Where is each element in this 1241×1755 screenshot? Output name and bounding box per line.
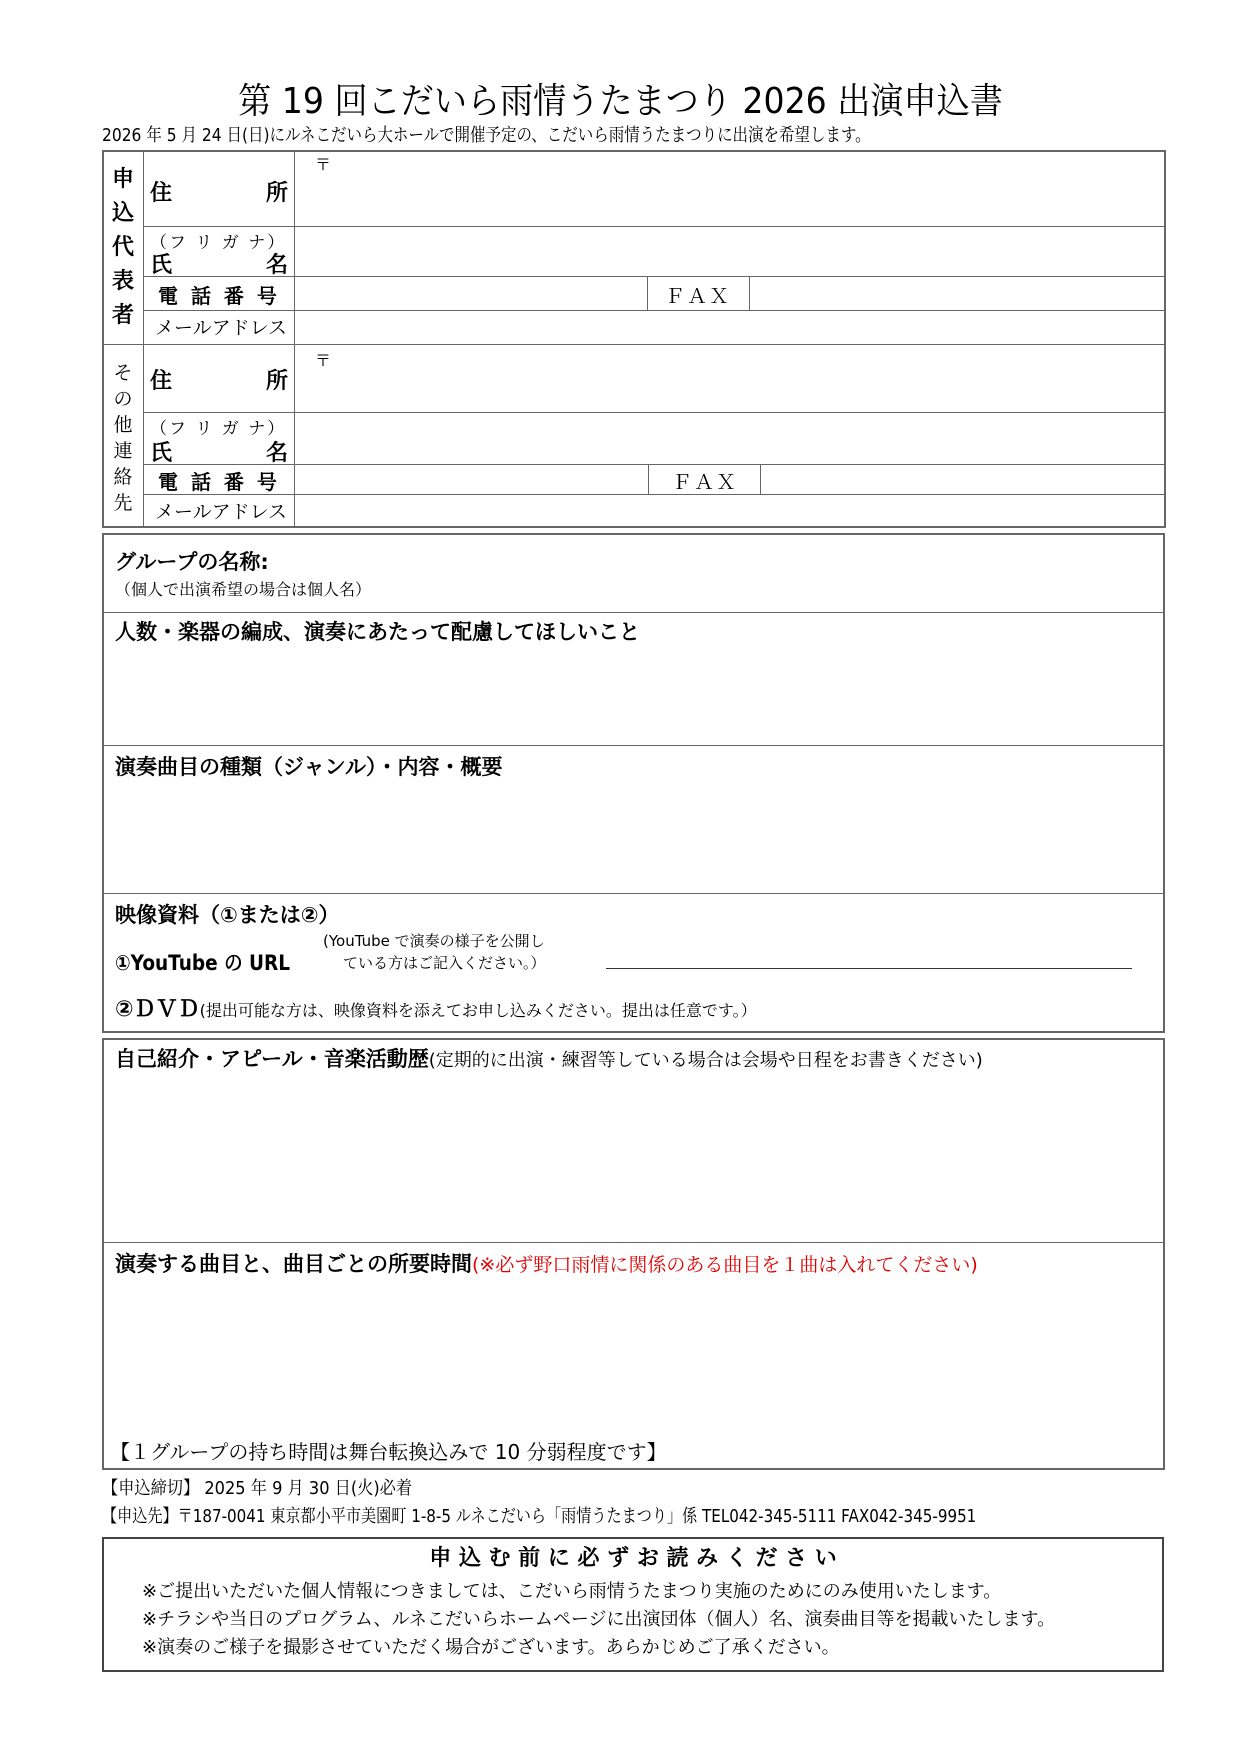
label-part: 氏 bbox=[150, 441, 173, 466]
songs-field[interactable] bbox=[105, 1280, 1160, 1430]
other-address-field[interactable] bbox=[296, 346, 1164, 411]
divider bbox=[143, 310, 1165, 311]
intro-note: (定期的に出演・練習等している場合は会場や日程をお書きください) bbox=[428, 1050, 983, 1071]
notice-item: ※ご提出いただいた個人情報につきましては、こだいら雨情うたまつり実施のためにのみ使用いたします。 bbox=[142, 1581, 1002, 1602]
applicant-phone-label: 電 話 番 号 bbox=[158, 284, 280, 308]
applicant-fax-field[interactable] bbox=[751, 278, 1164, 309]
other-furigana-label: （フ リ ガ ナ） bbox=[150, 419, 287, 439]
divider bbox=[102, 745, 1164, 746]
applicant-name-label bbox=[150, 248, 288, 279]
destination: 【申込先】〒187-0041 東京都小平市美園町 1-8-5 ルネこだいら「雨情うたまつり」係 TEL042-345-5111 FAX042-345-9951 bbox=[102, 1506, 977, 1527]
applicant-address-field[interactable] bbox=[296, 152, 1164, 225]
char: 者 bbox=[111, 303, 134, 328]
divider bbox=[294, 150, 295, 528]
char: そ bbox=[113, 362, 133, 384]
divider bbox=[143, 412, 1165, 413]
other-fax-label: ＦＡＸ bbox=[672, 470, 738, 494]
notice-item: ※演奏のご様子を撮影させていただく場合がございます。あらかじめご了承ください。 bbox=[142, 1637, 840, 1658]
divider bbox=[648, 464, 649, 494]
applicant-name-field[interactable] bbox=[296, 228, 1164, 275]
char: 表 bbox=[111, 269, 134, 294]
divider bbox=[102, 1242, 1164, 1243]
youtube-label: ①YouTube の URL bbox=[115, 951, 291, 975]
genre-field[interactable] bbox=[105, 784, 1160, 890]
notice-item: ※チラシや当日のプログラム、ルネこだいらホームページに出演団体（個人）名、演奏曲目等を掲載いたします。 bbox=[142, 1609, 1056, 1630]
label-part: 所 bbox=[265, 369, 288, 394]
label-part: 名 bbox=[265, 253, 288, 278]
other-phone-label: 電 話 番 号 bbox=[158, 470, 280, 494]
divider bbox=[143, 226, 1165, 227]
intro-field[interactable] bbox=[105, 1076, 1160, 1239]
genre-label: 演奏曲目の種類（ジャンル）・内容・概要 bbox=[115, 755, 503, 779]
members-field[interactable] bbox=[105, 648, 1160, 742]
label-part: 名 bbox=[265, 441, 288, 466]
char: 代 bbox=[111, 235, 134, 260]
intro-row bbox=[115, 1043, 983, 1073]
other-address-label bbox=[150, 364, 288, 395]
dvd-row bbox=[115, 992, 757, 1023]
divider bbox=[749, 276, 750, 310]
notice-title: 申 込 む 前 に 必 ず お 読 み く だ さ い bbox=[429, 1546, 837, 1571]
label-part: 住 bbox=[150, 181, 173, 206]
applicant-address-label bbox=[150, 176, 288, 207]
page-subtitle: 2026 年 5 月 24 日(日)にルネこだいら大ホールで開催予定の、こだいら雨情うたまつりに出演を希望します。 bbox=[102, 125, 871, 146]
deadline: 【申込締切】 2025 年 9 月 30 日(火)必着 bbox=[102, 1478, 413, 1499]
group-name-note: （個人で出演希望の場合は個人名） bbox=[115, 580, 372, 599]
char: 込 bbox=[111, 201, 134, 226]
label-part: 住 bbox=[150, 369, 173, 394]
songs-note: (※必ず野口雨情に関係のある曲目を１曲は入れてください) bbox=[472, 1254, 978, 1276]
songs-row bbox=[115, 1248, 978, 1278]
group-name-field[interactable] bbox=[420, 540, 1160, 608]
songs-label: 演奏する曲目と、曲目ごとの所要時間 bbox=[115, 1252, 472, 1276]
divider bbox=[143, 464, 1165, 465]
applicant-email-field[interactable] bbox=[296, 312, 1164, 343]
divider bbox=[102, 893, 1164, 894]
time-note: 【１グループの持ち時間は舞台転換込みで 10 分弱程度です】 bbox=[110, 1440, 667, 1464]
divider bbox=[760, 464, 761, 494]
divider bbox=[143, 276, 1165, 277]
divider bbox=[647, 276, 648, 310]
divider bbox=[143, 150, 144, 528]
divider bbox=[102, 344, 1165, 345]
youtube-url-field[interactable] bbox=[606, 946, 1132, 969]
other-name-label bbox=[150, 436, 288, 467]
dvd-note: (提出可能な方は、映像資料を添えてお申し込みください。提出は任意です。） bbox=[199, 1001, 757, 1020]
applicant-email-label: メールアドレス bbox=[155, 317, 288, 339]
divider bbox=[102, 612, 1164, 613]
group-name-label: グループの名称: bbox=[115, 550, 269, 574]
applicant-phone-field[interactable] bbox=[296, 278, 646, 309]
other-name-field[interactable] bbox=[296, 414, 1164, 463]
divider bbox=[143, 494, 1165, 495]
applicant-side-label bbox=[103, 163, 143, 333]
label-part: 所 bbox=[265, 181, 288, 206]
char: 絡 bbox=[113, 466, 133, 488]
char: 連 bbox=[113, 440, 133, 462]
youtube-note-2: ている方はご記入ください。） bbox=[343, 954, 546, 972]
char: の bbox=[113, 388, 133, 410]
intro-label: 自己紹介・アピール・音楽活動歴 bbox=[115, 1047, 429, 1071]
youtube-note-1: (YouTube で演奏の様子を公開し bbox=[323, 932, 545, 950]
char: 申 bbox=[111, 167, 134, 192]
char: 先 bbox=[113, 492, 133, 514]
video-label: 映像資料（①または②） bbox=[115, 903, 340, 927]
applicant-fax-label: ＦＡＸ bbox=[665, 284, 731, 308]
other-email-label: メールアドレス bbox=[155, 501, 288, 523]
other-phone-field[interactable] bbox=[296, 466, 647, 493]
applicant-furigana-label: （フ リ ガ ナ） bbox=[150, 233, 287, 253]
other-postal-mark: 〒 bbox=[315, 351, 332, 370]
members-label: 人数・楽器の編成、演奏にあたって配慮してほしいこと bbox=[115, 620, 640, 644]
dvd-label: ②ＤＶＤ bbox=[115, 997, 200, 1022]
other-fax-field[interactable] bbox=[762, 466, 1164, 493]
page-title: 第 19 回こだいら雨情うたまつり 2026 出演申込書 bbox=[238, 81, 1003, 122]
char: 他 bbox=[113, 414, 133, 436]
other-email-field[interactable] bbox=[296, 496, 1164, 526]
applicant-postal-mark: 〒 bbox=[315, 155, 332, 174]
label-part: 氏 bbox=[150, 253, 173, 278]
other-contact-side-label bbox=[103, 360, 143, 516]
